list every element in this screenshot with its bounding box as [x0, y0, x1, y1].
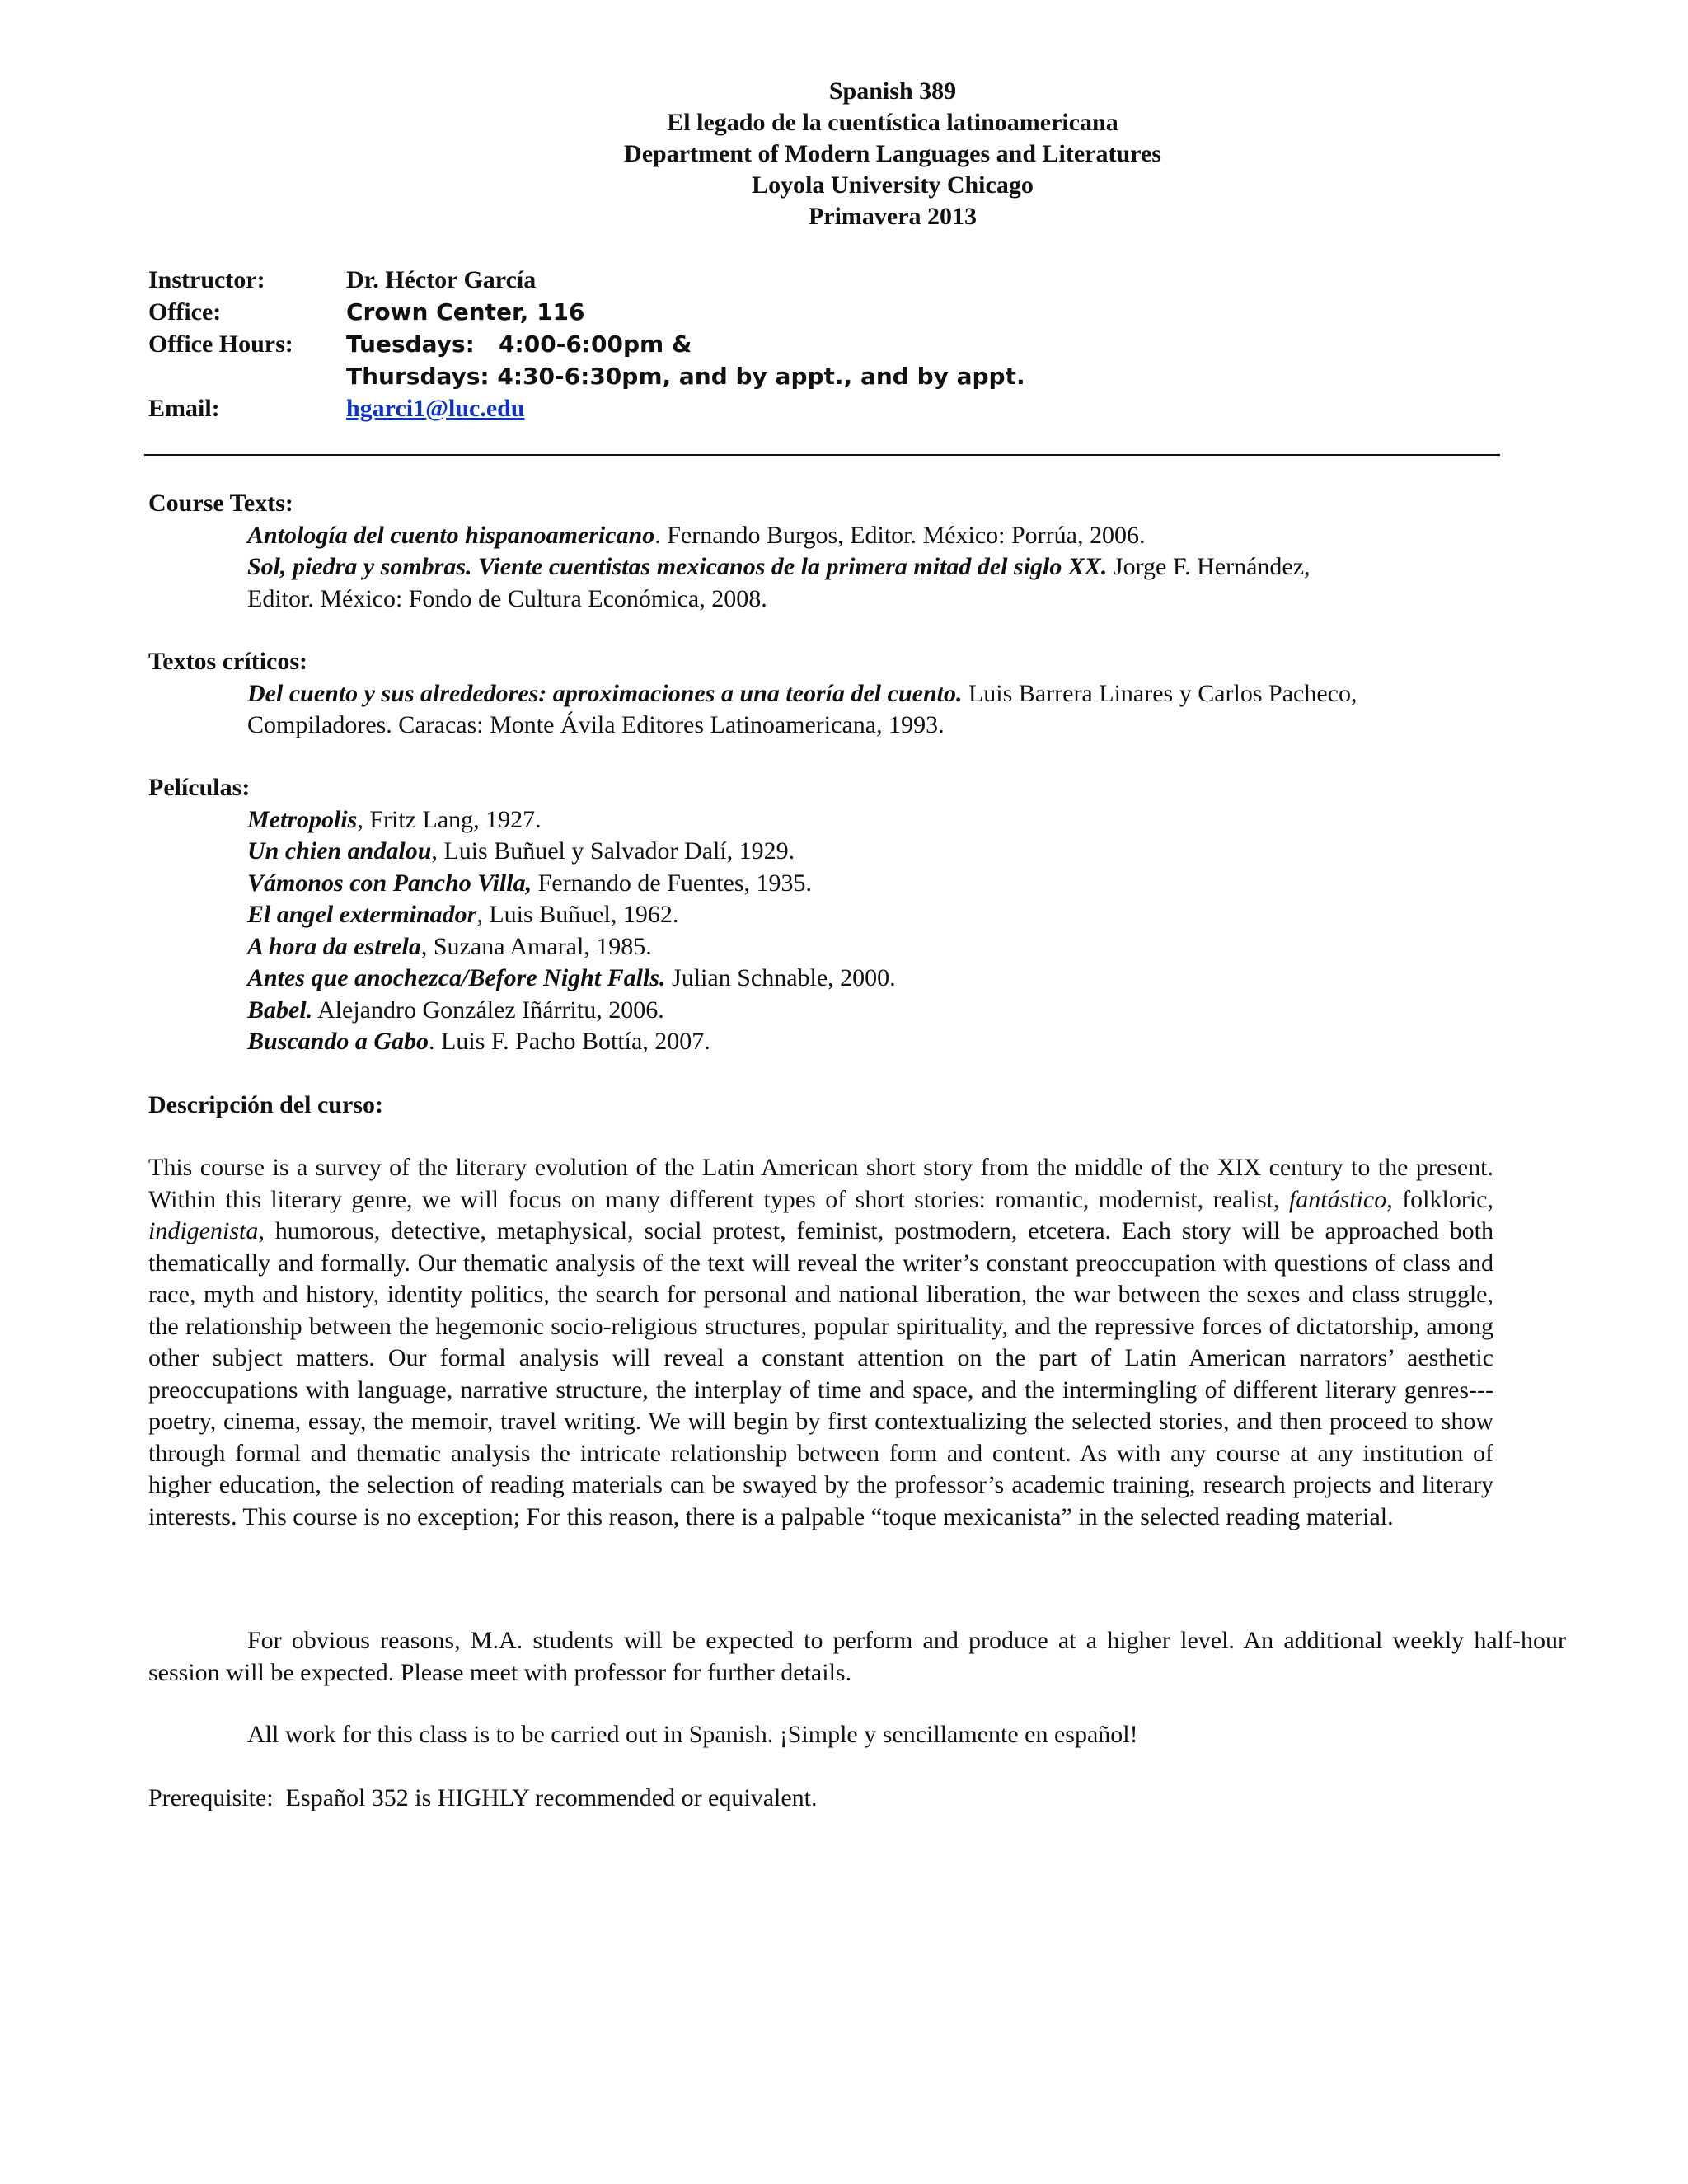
office-hours-line1: Tuesdays: 4:00-6:00pm &: [346, 330, 692, 358]
description-paragraph-4: [148, 1783, 1493, 1815]
university-name: Loyola University Chicago: [752, 171, 1034, 199]
syllabus-header: [0, 76, 1688, 232]
instructor-row: [148, 264, 1550, 296]
office-hours-line2: Thursdays: 4:30-6:30pm, and by appt., and by appt.: [346, 363, 1025, 390]
film-title: Antes que anochezca/Before Night Falls.: [247, 964, 666, 991]
film-citation: , Luis Buñuel, 1962.: [476, 901, 679, 928]
film-title: Un chien andalou: [247, 837, 432, 865]
book-title: Antología del cuento hispanoamericano: [247, 521, 655, 549]
film-title: Babel.: [247, 996, 313, 1024]
office-hours-row-2: [148, 360, 1550, 392]
description-text: [148, 1152, 1493, 1533]
textos-criticos-title: Textos críticos:: [148, 648, 308, 675]
film-item: [247, 1026, 1517, 1058]
email-link[interactable]: hgarci1@luc.edu: [346, 395, 525, 422]
description-fantastico: fantástico: [1288, 1185, 1387, 1213]
description-text-c: , humorous, detective, metaphysical, social protest, feminist, postmodern, etcetera. Each story will be approached both thematically and formally. Our thematic analysis of the text will reveal the writer’s constant preoccupation with questions of class and race, myth and history, identity politics, the search for personal and national liberation, the war between the sexes and class struggle, the relationship between the hegemonic socio-religious structures, popular spirituality, and the repressive forces of dictatorship, among other subject matters. Our formal analysis will reveal a constant attention on the part of Latin American narrators’ aesthetic preoccupations with language, narrative structure, the interplay of time and space, and the intermingling of different literary genres---poetry, cinema, essay, the memoir, travel writing. We will begin by first contextualizing the selected stories, and then proceed to show through formal and thematic analysis the intricate relationship between form and content. As with any course at any institution of higher education, the selection of reading materials can be swayed by the professor’s academic training, research projects and literary interests. This course is no exception; For this reason, there is a palpable “toque mexicanista” in the selected reading material.: [148, 1217, 1493, 1530]
course-title: El legado de la cuentística latinoamericana: [667, 109, 1118, 136]
course-number: Spanish 389: [828, 77, 957, 105]
film-item: [247, 899, 1517, 931]
office-hours-row: [148, 328, 1550, 360]
description-paragraph-3: [148, 1719, 1493, 1751]
email-label: Email:: [148, 395, 220, 422]
film-citation: . Luis F. Pacho Bottía, 2007.: [429, 1028, 710, 1055]
book-citation: Luis Barrera Linares y Carlos Pacheco,: [962, 679, 1357, 707]
book-citation: . Fernando Burgos, Editor. México: Porrúa, 2006.: [654, 521, 1146, 549]
prerequisite-note: Prerequisite: Español 352 is HIGHLY recommended or equivalent.: [148, 1784, 818, 1811]
spanish-only-note: All work for this class is to be carried out in Spanish. ¡Simple y sencillamente en español!: [247, 1721, 1138, 1748]
course-texts-section: [148, 488, 1517, 615]
film-citation: Fernando de Fuentes, 1935.: [532, 869, 813, 897]
film-citation: , Luis Buñuel y Salvador Dalí, 1929.: [431, 837, 795, 865]
critical-text-item-cont: Compiladores. Caracas: Monte Ávila Editores Latinoamericana, 1993.: [247, 711, 945, 738]
film-citation: , Fritz Lang, 1927.: [357, 805, 542, 833]
office-row: [148, 296, 1550, 328]
film-title: El angel exterminador: [247, 901, 477, 928]
office-hours-label: Office Hours:: [148, 330, 293, 358]
film-title: Metropolis: [247, 805, 358, 833]
critical-text-item: [247, 678, 1517, 710]
instructor-label: Instructor:: [148, 266, 265, 293]
film-item: [247, 868, 1517, 900]
description-indigenista: indigenista: [148, 1217, 259, 1244]
description-text-a: This course is a survey of the literary evolution of the Latin American short story from the middle of the XIX century to the present. Within this literary genre, we will focus on many different types of short stories: romantic, modernist, realist,: [148, 1154, 1493, 1213]
instructor-value: Dr. Héctor García: [346, 266, 537, 293]
course-text-item-cont: Editor. México: Fondo de Cultura Económica, 2008.: [247, 584, 767, 612]
course-text-item: [247, 520, 1517, 552]
department-name: Department of Modern Languages and Literatures: [624, 140, 1161, 167]
film-title: Buscando a Gabo: [247, 1028, 429, 1055]
description-paragraph-2: [148, 1625, 1566, 1689]
film-citation: Julian Schnable, 2000.: [665, 964, 896, 991]
peliculas-title: Películas:: [148, 774, 251, 801]
film-citation: , Suzana Amaral, 1985.: [420, 932, 652, 960]
textos-criticos-list: [148, 678, 1517, 742]
book-title: Sol, piedra y sombras. Viente cuentistas mexicanos de la primera mitad del siglo XX.: [247, 553, 1108, 580]
book-citation: Jorge F. Hernández,: [1107, 553, 1311, 580]
office-value: Crown Center, 116: [346, 298, 585, 326]
peliculas-list: [148, 804, 1517, 1058]
film-item: [247, 931, 1517, 963]
film-item: [247, 995, 1517, 1027]
description-text-b: , folkloric,: [1386, 1185, 1493, 1213]
horizontal-divider: [144, 454, 1500, 456]
course-texts-list: [148, 520, 1517, 616]
email-row: [148, 392, 1550, 424]
film-item: [247, 836, 1517, 868]
film-title: Vámonos con Pancho Villa,: [247, 869, 532, 897]
description-title: Descripción del curso:: [148, 1091, 383, 1118]
peliculas-section: [148, 772, 1517, 1058]
film-title: A hora da estrela: [247, 932, 421, 960]
ma-students-note: For obvious reasons, M.A. students will be expected to perform and produce at a higher level. An additional weekly half-hour session will be expected. Please meet with professor for further details.: [148, 1627, 1566, 1686]
course-texts-title: Course Texts:: [148, 490, 293, 517]
office-hours-spacer: [148, 360, 346, 392]
book-title: Del cuento y sus alrededores: aproximaciones a una teoría del cuento.: [247, 679, 963, 707]
textos-criticos-section: [148, 646, 1517, 742]
term: Primavera 2013: [808, 203, 978, 230]
office-label: Office:: [148, 298, 222, 326]
description-paragraph-1: [148, 1152, 1493, 1533]
instructor-info: [148, 264, 1550, 424]
film-item: [247, 963, 1517, 995]
film-item: [247, 804, 1517, 837]
course-text-item: [247, 551, 1517, 583]
film-citation: Alejandro González Iñárritu, 2006.: [312, 996, 664, 1024]
